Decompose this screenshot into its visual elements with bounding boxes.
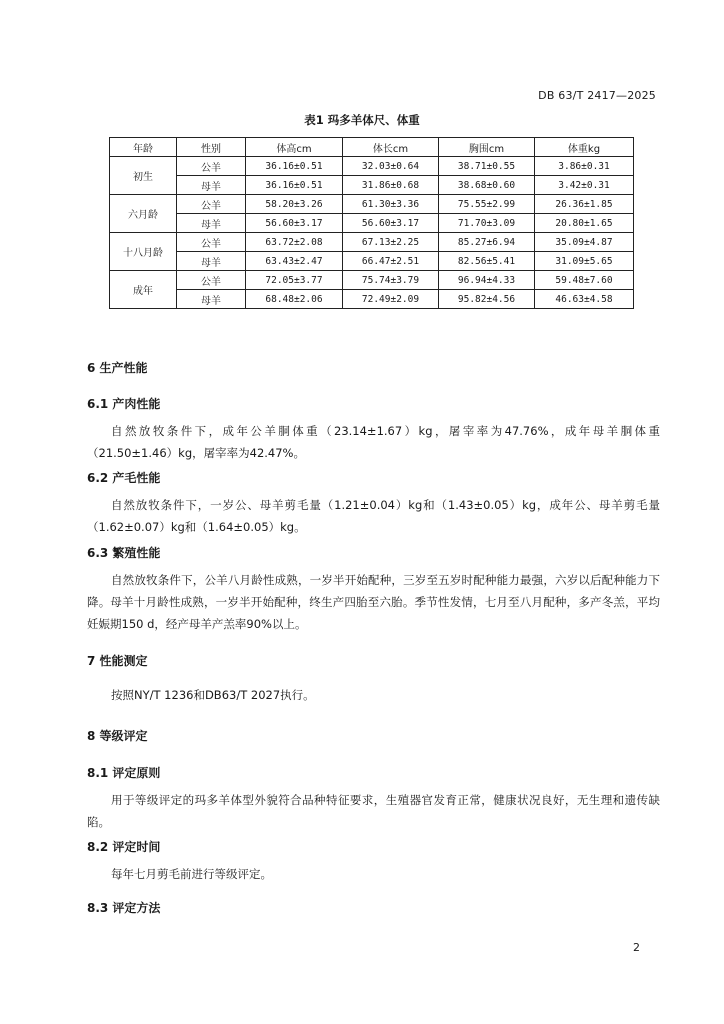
- section-heading-8: 8 等级评定: [87, 729, 148, 743]
- age-cell: 成年: [110, 271, 177, 309]
- height-cell: 36.16±0.51: [246, 157, 343, 176]
- weight-cell: 20.80±1.65: [535, 214, 634, 233]
- length-cell: 75.74±3.79: [343, 271, 439, 290]
- length-cell: 66.47±2.51: [343, 252, 439, 271]
- girth-cell: 71.70±3.09: [439, 214, 535, 233]
- table-title: 表1 玛多羊体尺、体重: [304, 113, 420, 127]
- page-number: 2: [633, 941, 640, 954]
- weight-cell: 46.63±4.58: [535, 290, 634, 309]
- length-cell: 72.49±2.09: [343, 290, 439, 309]
- col-header-sex: 性别: [177, 138, 246, 157]
- girth-cell: 82.56±5.41: [439, 252, 535, 271]
- height-cell: 63.43±2.47: [246, 252, 343, 271]
- age-cell: 十八月龄: [110, 233, 177, 271]
- col-header-weight: 体重kg: [535, 138, 634, 157]
- document-code: DB 63/T 2417—2025: [538, 89, 656, 102]
- weight-cell: 3.42±0.31: [535, 176, 634, 195]
- girth-cell: 95.82±4.56: [439, 290, 535, 309]
- sex-cell: 母羊: [177, 176, 246, 195]
- sex-cell: 母羊: [177, 290, 246, 309]
- length-cell: 56.60±3.17: [343, 214, 439, 233]
- age-cell: 六月龄: [110, 195, 177, 233]
- col-header-height: 体高cm: [246, 138, 343, 157]
- height-cell: 68.48±2.06: [246, 290, 343, 309]
- sex-cell: 公羊: [177, 271, 246, 290]
- section-heading-8-3: 8.3 评定方法: [87, 901, 161, 915]
- table-row: [110, 271, 634, 290]
- weight-cell: 31.09±5.65: [535, 252, 634, 271]
- col-header-girth: 胸围cm: [439, 138, 535, 157]
- length-cell: 61.30±3.36: [343, 195, 439, 214]
- weight-cell: 35.09±4.87: [535, 233, 634, 252]
- weight-cell: 26.36±1.85: [535, 195, 634, 214]
- girth-cell: 96.94±4.33: [439, 271, 535, 290]
- sex-cell: 公羊: [177, 157, 246, 176]
- sex-cell: 母羊: [177, 252, 246, 271]
- length-cell: 67.13±2.25: [343, 233, 439, 252]
- girth-cell: 75.55±2.99: [439, 195, 535, 214]
- table-row: [110, 233, 634, 252]
- section-7-paragraph: 按照NY/T 1236和DB63/T 2027执行。: [111, 688, 315, 702]
- height-cell: 56.60±3.17: [246, 214, 343, 233]
- weight-cell: 59.48±7.60: [535, 271, 634, 290]
- length-cell: 32.03±0.64: [343, 157, 439, 176]
- table-row: [110, 195, 634, 214]
- height-cell: 58.20±3.26: [246, 195, 343, 214]
- section-heading-8-2: 8.2 评定时间: [87, 840, 161, 854]
- table-header-row: [110, 138, 634, 157]
- height-cell: 36.16±0.51: [246, 176, 343, 195]
- body-measurement-table: [109, 137, 634, 309]
- sex-cell: 母羊: [177, 214, 246, 233]
- section-heading-6-2: 6.2 产毛性能: [87, 471, 161, 485]
- girth-cell: 38.71±0.55: [439, 157, 535, 176]
- section-heading-8-1: 8.1 评定原则: [87, 766, 161, 780]
- sex-cell: 公羊: [177, 195, 246, 214]
- section-heading-7: 7 性能测定: [87, 654, 148, 668]
- section-6-2-paragraph: 自然放牧条件下，一岁公、母羊剪毛量（1.21±0.04）kg和（1.43±0.05）kg，成年公、母羊剪毛量（1.62±0.07）kg和（1.64±0.05）kg。: [87, 498, 660, 534]
- table-row: [110, 252, 634, 271]
- sex-cell: 公羊: [177, 233, 246, 252]
- section-8-1-paragraph: 用于等级评定的玛多羊体型外貌符合品种特征要求，生殖器官发育正常，健康状况良好，无生理和遗传缺陷。: [87, 793, 660, 829]
- height-cell: 63.72±2.08: [246, 233, 343, 252]
- length-cell: 31.86±0.68: [343, 176, 439, 195]
- girth-cell: 38.68±0.60: [439, 176, 535, 195]
- section-6-3-paragraph: 自然放牧条件下，公羊八月龄性成熟，一岁半开始配种，三岁至五岁时配种能力最强，六岁以后配种能力下降。母羊十月龄性成熟，一岁半开始配种，终生产四胎至六胎。季节性发情，七月至八月配种，多产冬羔，平均妊娠期150 d，经产母羊产羔率90%以上。: [87, 573, 660, 631]
- girth-cell: 85.27±6.94: [439, 233, 535, 252]
- section-8-2-paragraph: 每年七月剪毛前进行等级评定。: [111, 867, 272, 881]
- table-row: [110, 290, 634, 309]
- table-row: [110, 176, 634, 195]
- table-row: [110, 157, 634, 176]
- age-cell: 初生: [110, 157, 177, 195]
- section-6-1-paragraph: 自然放牧条件下，成年公羊胴体重（23.14±1.67）kg，屠宰率为47.76%，成年母羊胴体重（21.50±1.46）kg，屠宰率为42.47%。: [87, 424, 660, 460]
- section-heading-6-1: 6.1 产肉性能: [87, 397, 161, 411]
- weight-cell: 3.86±0.31: [535, 157, 634, 176]
- section-heading-6: 6 生产性能: [87, 361, 148, 375]
- height-cell: 72.05±3.77: [246, 271, 343, 290]
- table-row: [110, 214, 634, 233]
- col-header-length: 体长cm: [343, 138, 439, 157]
- section-heading-6-3: 6.3 繁殖性能: [87, 546, 161, 560]
- col-header-age: 年龄: [110, 138, 177, 157]
